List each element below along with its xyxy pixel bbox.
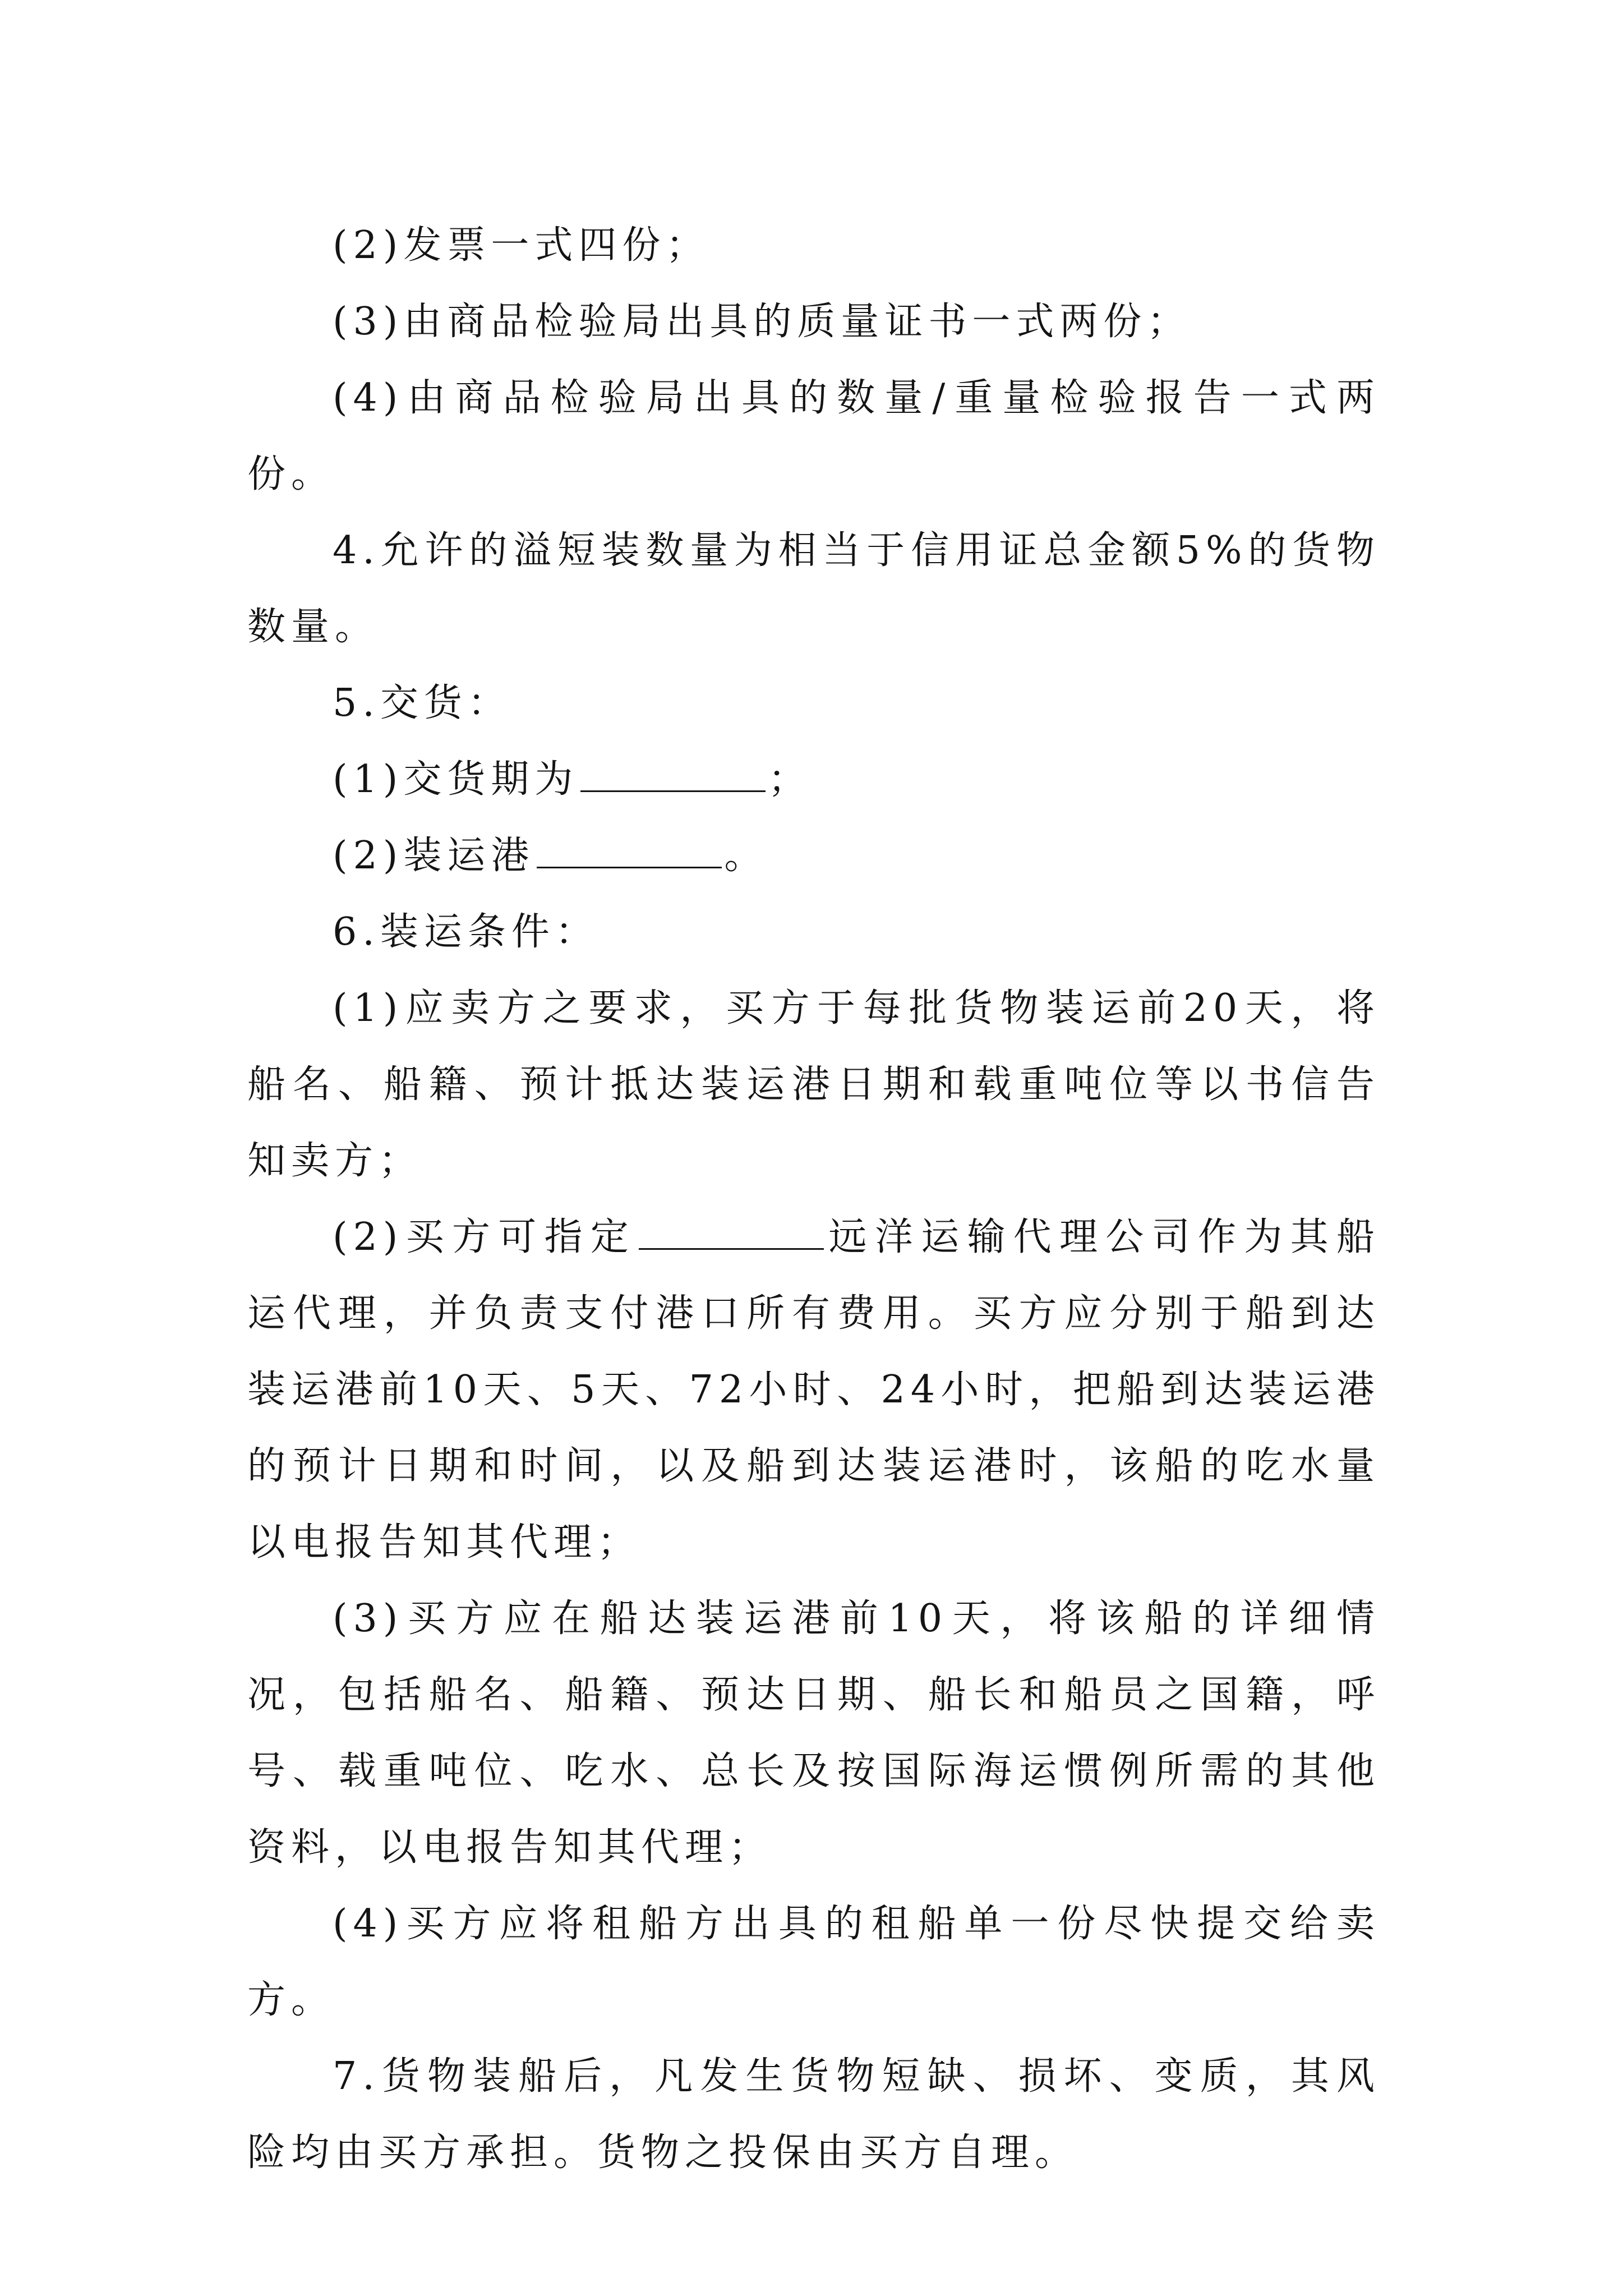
fill-in-blank xyxy=(580,757,766,792)
clause-7-risk-and-insurance xyxy=(247,2039,1380,2191)
paragraph-text: (4)由商品检验局出具的数量/重量检验报告一式两份。 xyxy=(247,376,1380,496)
paragraph-text-before-blank: (2)买方可指定 xyxy=(333,1215,637,1259)
paragraph-text: (2)发票一式四份； xyxy=(333,223,710,268)
paragraph-text: 4.允许的溢短装数量为相当于信用证总金额5%的货物数量。 xyxy=(247,528,1380,649)
clause-4-tolerance xyxy=(247,513,1380,665)
document-body xyxy=(247,208,1380,2191)
clause-5-1-delivery-period xyxy=(247,742,1380,818)
paragraph-text: (3)买方应在船达装运港前10天，将该船的详细情况，包括船名、船籍、预达日期、船长和船员之国籍，呼号、载重吨位、吃水、总长及按国际海运惯例所需的其他资料，以电报告知其代理； xyxy=(247,1596,1380,1870)
clause-3-2-invoice xyxy=(247,208,1380,284)
paragraph-text: 7.货物装船后，凡发生货物短缺、损坏、变质，其风险均由买方承担。货物之投保由买方自理。 xyxy=(247,2054,1380,2175)
paragraph-text-before-blank: (1)交货期为 xyxy=(333,757,579,802)
clause-6-shipping-heading xyxy=(247,894,1380,970)
fill-in-blank xyxy=(537,833,722,868)
clause-6-4-charter-party xyxy=(247,1886,1380,2039)
paragraph-text: 6.装运条件： xyxy=(333,910,599,954)
clause-6-2-shipping-agent xyxy=(247,1199,1380,1581)
paragraph-text: (4)买方应将租船方出具的租船单一份尽快提交给卖方。 xyxy=(247,1902,1380,2022)
paragraph-text-before-blank: (2)装运港 xyxy=(333,834,535,878)
clause-3-3-quality-certificate xyxy=(247,284,1380,360)
paragraph-text-after-blank: ； xyxy=(768,757,812,802)
paragraph-text: (1)应卖方之要求，买方于每批货物装运前20天，将船名、船籍、预计抵达装运港日期和载重吨位等以书信告知卖方； xyxy=(247,986,1380,1183)
fill-in-blank xyxy=(639,1214,824,1250)
clause-5-2-port-of-shipment xyxy=(247,818,1380,894)
clause-3-4-quantity-report xyxy=(247,360,1380,513)
paragraph-text-after-blank: 远洋运输代理公司作为其船运代理，并负责支付港口所有费用。买方应分别于船到达装运港前10天、5天、72小时、24小时，把船到达装运港的预计日期和时间，以及船到达装运港时，该船的吃水量以电报告知其代理； xyxy=(247,1215,1380,1565)
clause-5-delivery-heading xyxy=(247,665,1380,742)
clause-6-3-vessel-details xyxy=(247,1581,1380,1886)
clause-6-1-vessel-notice xyxy=(247,970,1380,1199)
paragraph-text-after-blank: 。 xyxy=(724,834,768,878)
paragraph-text: (3)由商品检验局出具的质量证书一式两份； xyxy=(333,300,1191,344)
paragraph-text: 5.交货： xyxy=(333,681,511,725)
